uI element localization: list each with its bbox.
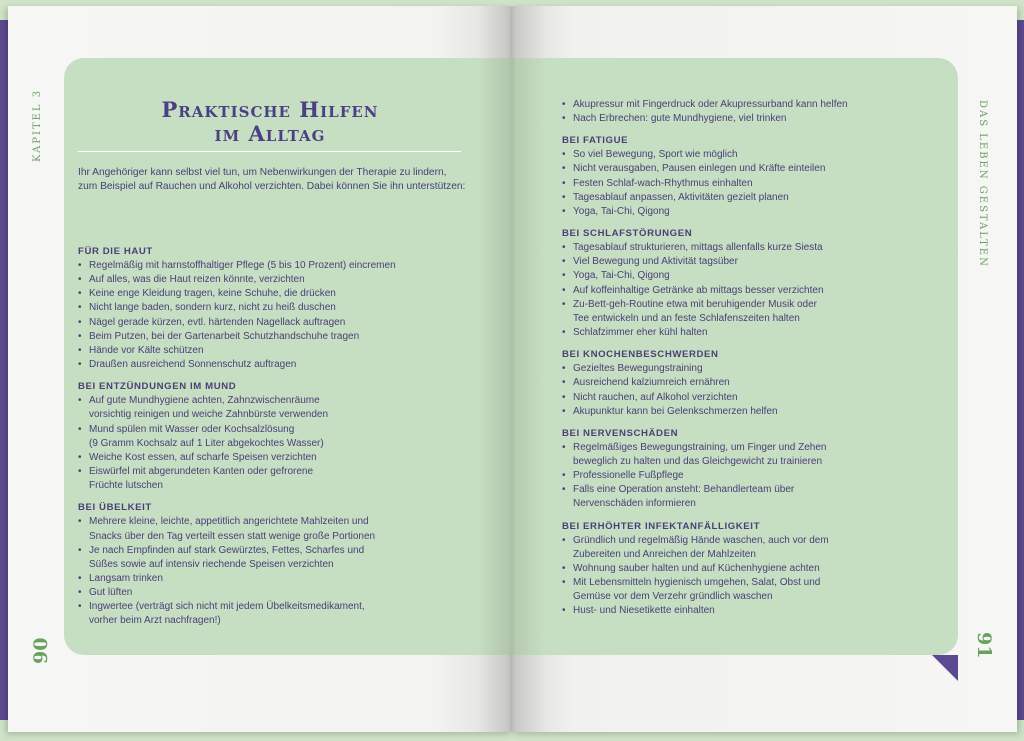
section-heading: BEI ERHÖHTER INFEKTANFÄLLIGKEIT — [562, 520, 761, 532]
tip-section — [562, 427, 902, 512]
list-item: • Auf gute Mundhygiene achten, Zahnzwischenräume vorsichtig reinigen und weiche Zahnbürste verwenden — [78, 394, 478, 422]
tip-section — [562, 227, 902, 340]
tip-list — [562, 362, 902, 419]
list-item: • Auf koffeinhaltige Getränke ab mittags besser verzichten — [562, 284, 902, 298]
list-item: • Nägel gerade kürzen, evtl. härtenden Nagellack auftragen — [78, 316, 478, 330]
list-item: • Nicht verausgaben, Pausen einlegen und Kräfte einteilen — [562, 162, 902, 176]
list-item: • Je nach Empfinden auf stark Gewürztes, Fettes, Scharfes und Süßes sowie auf intensiv riechende Speisen verzichten — [78, 544, 478, 572]
list-item: • Hust- und Niesetikette einhalten — [562, 604, 902, 618]
list-item: • Hände vor Kälte schützen — [78, 344, 478, 358]
section-heading: BEI NERVENSCHÄDEN — [562, 427, 679, 439]
list-item: • Festen Schlaf-wach-Rhythmus einhalten — [562, 177, 902, 191]
list-item: • Yoga, Tai-Chi, Qigong — [562, 205, 902, 219]
intro-paragraph: Ihr Angehöriger kann selbst viel tun, um Nebenwirkungen der Therapie zu lindern, zum Beispiel auf Rauchen und Alkohol verzichten. Dabei können Sie ihn unterstützen: — [78, 167, 466, 193]
list-item: • Mund spülen mit Wasser oder Kochsalzlösung (9 Gramm Kochsalz auf 1 Liter abgekochtes Wasser) — [78, 423, 478, 451]
list-item: • Mehrere kleine, leichte, appetitlich angerichtete Mahlzeiten und Snacks über den Tag verteilt essen statt wenige große Portionen — [78, 515, 478, 543]
left-column — [78, 245, 478, 637]
section-label: DAS LEBEN GESTALTEN — [977, 100, 988, 268]
list-item: • Regelmäßiges Bewegungstraining, um Finger und Zehen beweglich zu halten und das Gleichgewicht zu trainieren — [562, 441, 902, 469]
tip-list — [562, 98, 902, 126]
right-column — [562, 98, 902, 627]
list-item: • Weiche Kost essen, auf scharfe Speisen verzichten — [78, 451, 478, 465]
list-item: • Schlafzimmer eher kühl halten — [562, 326, 902, 340]
list-item: • Mit Lebensmitteln hygienisch umgehen, Salat, Obst und Gemüse vor dem Verzehr gründlich waschen — [562, 576, 902, 604]
list-item: • Gründlich und regelmäßig Hände waschen, auch vor dem Zubereiten und Anreichen der Mahlzeiten — [562, 534, 902, 562]
section-heading: FÜR DIE HAUT — [78, 246, 153, 257]
tip-section — [562, 134, 902, 219]
page-title — [110, 98, 430, 146]
page-number-right: 91 — [973, 632, 995, 659]
list-item: • Beim Putzen, bei der Gartenarbeit Schutzhandschuhe tragen — [78, 330, 478, 344]
list-item: • Ingwertee (verträgt sich nicht mit jedem Übelkeitsmedikament, vorher beim Arzt nachfragen!) — [78, 600, 478, 628]
list-item: • Yoga, Tai-Chi, Qigong — [562, 269, 902, 283]
tip-list — [562, 441, 902, 512]
tip-section — [562, 520, 902, 619]
tip-list — [78, 394, 478, 493]
list-item: • Wohnung sauber halten und auf Küchenhygiene achten — [562, 562, 902, 576]
list-item: • Auf alles, was die Haut reizen könnte, verzichten — [78, 273, 478, 287]
tip-section — [78, 380, 478, 493]
list-item: • Gezieltes Bewegungstraining — [562, 362, 902, 376]
list-item: • Akupressur mit Fingerdruck oder Akupressurband kann helfen — [562, 98, 902, 112]
section-heading: BEI FATIGUE — [562, 135, 629, 147]
chapter-label: KAPITEL 3 — [32, 88, 43, 162]
list-item: • Regelmäßig mit harnstoffhaltiger Pflege (5 bis 10 Prozent) eincremen — [78, 259, 478, 273]
list-item: • Eiswürfel mit abgerundeten Kanten oder gefrorene Früchte lutschen — [78, 465, 478, 493]
tip-section — [78, 245, 478, 372]
list-item: • Zu-Bett-geh-Routine etwa mit beruhigender Musik oder Tee entwickeln und an feste Schlafenszeiten halten — [562, 298, 902, 326]
tip-section — [78, 501, 478, 628]
section-heading: BEI SCHLAFSTÖRUNGEN — [562, 228, 693, 240]
tip-list — [78, 259, 478, 372]
list-item: • Keine enge Kleidung tragen, keine Schuhe, die drücken — [78, 287, 478, 301]
list-item: • Nicht lange baden, sondern kurz, nicht zu heiß duschen — [78, 301, 478, 315]
tip-section — [562, 98, 902, 126]
title-divider — [78, 151, 461, 152]
list-item: • Langsam trinken — [78, 572, 478, 586]
list-item: • Viel Bewegung und Aktivität tagsüber — [562, 255, 902, 269]
tip-list — [78, 515, 478, 628]
list-item: • Gut lüften — [78, 586, 478, 600]
tip-list — [562, 148, 902, 219]
list-item: • Ausreichend kalziumreich ernähren — [562, 376, 902, 390]
page-title-line-2: im Alltag — [214, 121, 326, 146]
tip-list — [562, 534, 902, 619]
section-heading: BEI ÜBELKEIT — [78, 502, 152, 514]
page-title-line-1: Praktische Hilfen — [161, 97, 379, 122]
list-item: • Professionelle Fußpflege — [562, 469, 902, 483]
list-item: • Nicht rauchen, auf Alkohol verzichten — [562, 391, 902, 405]
page-number-left: 90 — [30, 637, 52, 664]
list-item: • Akupunktur kann bei Gelenkschmerzen helfen — [562, 405, 902, 419]
list-item: • Falls eine Operation ansteht: Behandlerteam über Nervenschäden informieren — [562, 483, 902, 511]
section-heading: BEI ENTZÜNDUNGEN IM MUND — [78, 381, 237, 393]
section-heading: BEI KNOCHENBESCHWERDEN — [562, 349, 719, 361]
list-item: • Tagesablauf anpassen, Aktivitäten gezielt planen — [562, 191, 902, 205]
tip-list — [562, 241, 902, 340]
tip-section — [562, 348, 902, 419]
list-item: • Nach Erbrechen: gute Mundhygiene, viel trinken — [562, 112, 902, 126]
list-item: • Draußen ausreichend Sonnenschutz auftragen — [78, 358, 478, 372]
list-item: • So viel Bewegung, Sport wie möglich — [562, 148, 902, 162]
corner-triangle-decoration — [932, 655, 958, 681]
list-item: • Tagesablauf strukturieren, mittags allenfalls kurze Siesta — [562, 241, 902, 255]
